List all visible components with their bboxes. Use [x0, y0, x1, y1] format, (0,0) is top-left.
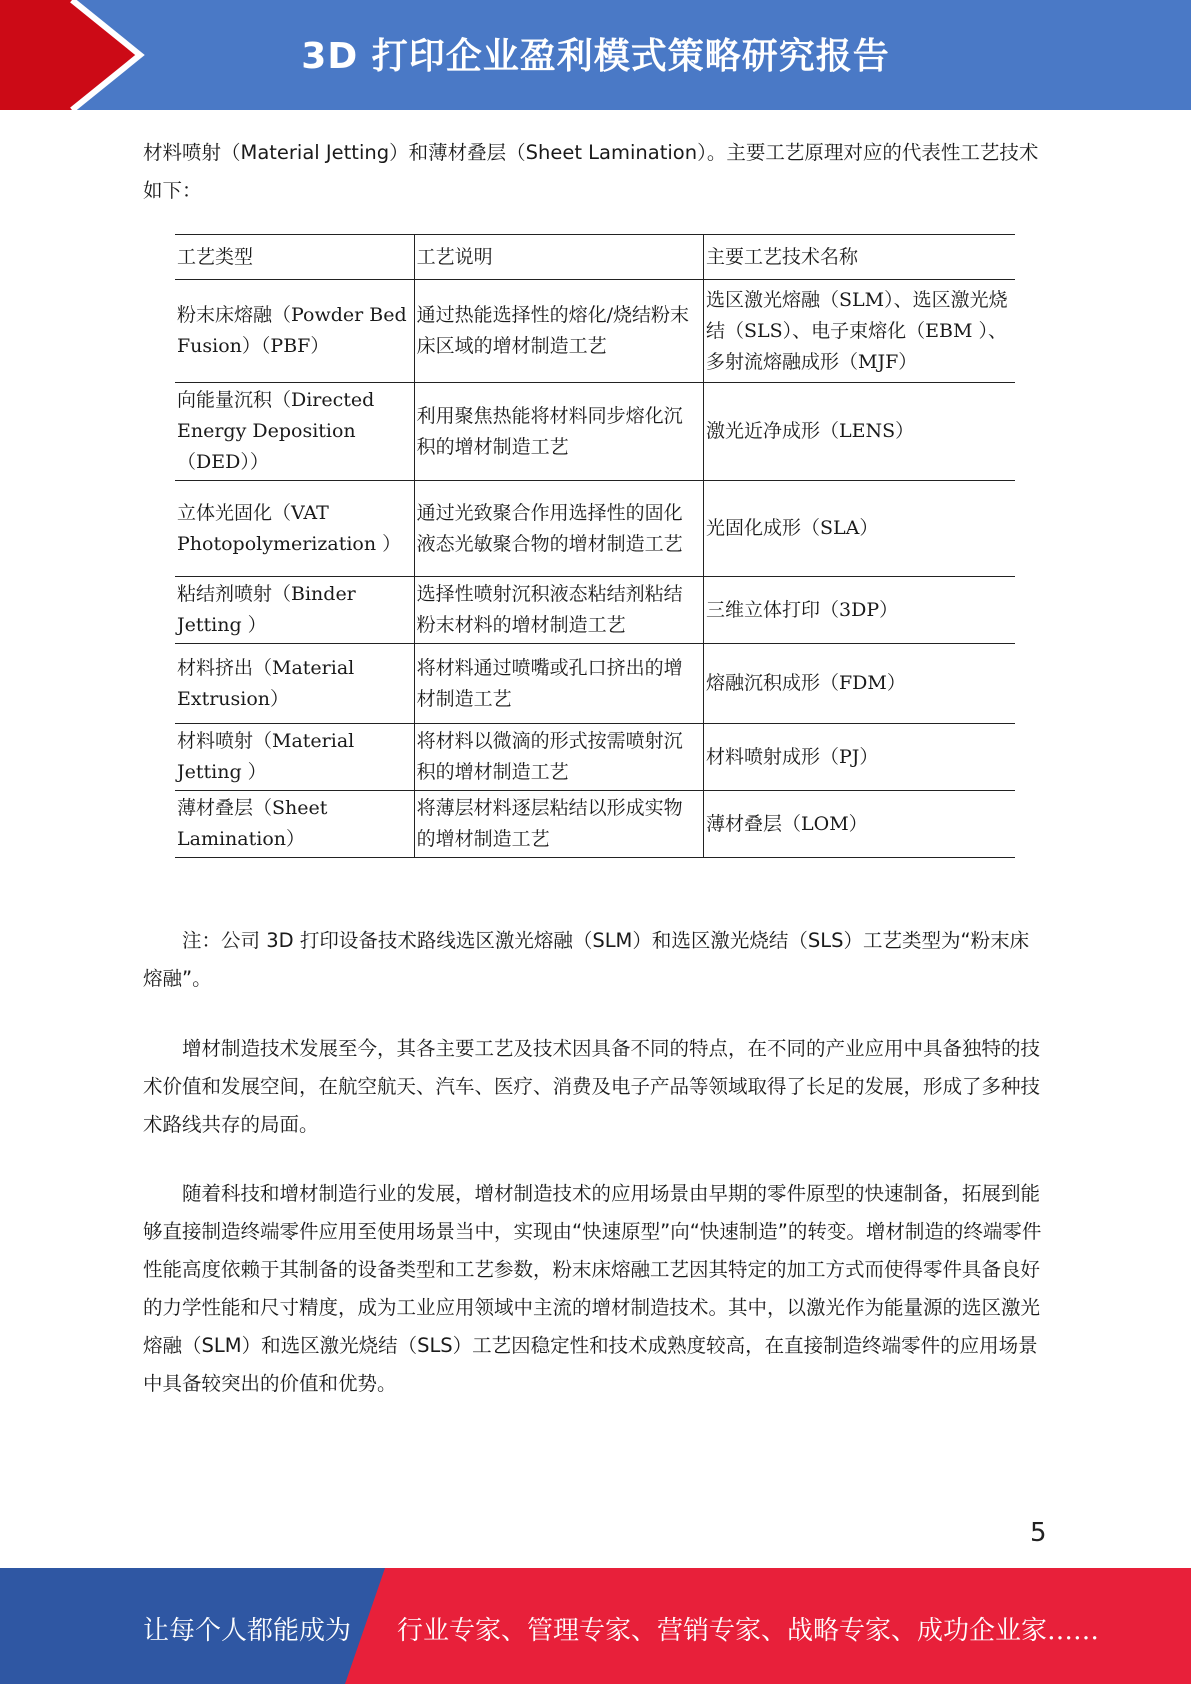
- table-row: [175, 577, 1015, 644]
- cell-technology-name: 三维立体打印（3DP）: [704, 577, 1016, 644]
- cell-process-description: 选择性喷射沉积液态粘结剂粘结粉末材料的增材制造工艺: [414, 577, 703, 644]
- intro-paragraph: 材料喷射（Material Jetting）和薄材叠层（Sheet Lamination）。主要工艺原理对应的代表性工艺技术如下：: [143, 141, 1039, 202]
- header-process-description: 工艺说明: [414, 235, 703, 280]
- header-technology-name: 主要工艺技术名称: [704, 235, 1016, 280]
- table-header-row: [175, 235, 1015, 280]
- cell-process-type: 薄材叠层（Sheet Lamination）: [175, 791, 414, 858]
- cell-process-type: 材料喷射（Material Jetting ）: [175, 724, 414, 791]
- footer-slogan-left: 让每个人都能成为: [143, 1616, 352, 1646]
- table-row: [175, 383, 1015, 481]
- table-note: 注：公司 3D 打印设备技术路线选区激光熔融（SLM）和选区激光烧结（SLS）工艺类型为“粉末床熔融”。: [143, 929, 1030, 990]
- cell-process-type: 粘结剂喷射（Binder Jetting ）: [175, 577, 414, 644]
- cell-process-description: 将薄层材料逐层粘结以形成实物的增材制造工艺: [414, 791, 703, 858]
- page-number: 5: [1030, 1518, 1047, 1548]
- table-row: [175, 280, 1015, 383]
- cell-technology-name: 材料喷射成形（PJ）: [704, 724, 1016, 791]
- technology-name-text: 选区激光熔融（SLM）、选区激光烧结（SLS）、电子束熔化（EBM ）、多射流熔融成形（MJF）: [706, 288, 1008, 373]
- table-row: [175, 644, 1015, 724]
- table-row: [175, 724, 1015, 791]
- process-table: [175, 234, 1015, 858]
- cell-technology-name: 光固化成形（SLA）: [704, 481, 1016, 577]
- cell-process-description: 将材料通过喷嘴或孔口挤出的增材制造工艺: [414, 644, 703, 724]
- body-paragraph-1: 增材制造技术发展至今，其各主要工艺及技术因具备不同的特点，在不同的产业应用中具备独特的技术价值和发展空间，在航空航天、汽车、医疗、消费及电子产品等领域取得了长足的发展，形成了多种技术路线共存的局面。: [143, 1037, 1041, 1136]
- cell-process-type: 立体光固化（VAT Photopolymerization ）: [175, 481, 414, 577]
- cell-technology-name: 熔融沉积成形（FDM）: [704, 644, 1016, 724]
- cell-technology-name: 薄材叠层（LOM）: [704, 791, 1016, 858]
- cell-process-description: 将材料以微滴的形式按需喷射沉积的增材制造工艺: [414, 724, 703, 791]
- cell-process-description: 通过光致聚合作用选择性的固化液态光敏聚合物的增材制造工艺: [414, 481, 703, 577]
- table-row: [175, 791, 1015, 858]
- cell-process-type: 粉末床熔融（Powder Bed Fusion）（PBF）: [175, 280, 414, 383]
- cell-technology-name: 激光近净成形（LENS）: [704, 383, 1016, 481]
- body-paragraph-2: 随着科技和增材制造行业的发展，增材制造技术的应用场景由早期的零件原型的快速制备，拓展到能够直接制造终端零件应用至使用场景当中，实现由“快速原型”向“快速制造”的转变。增材制造的终端零件性能高度依赖于其制备的设备类型和工艺参数，粉末床熔融工艺因其特定的加工方式而使得零件具备良好的力学性能和尺寸精度，成为工业应用领域中主流的增材制造技术。其中，以激光作为能量源的选区激光熔融（SLM）和选区激光烧结（SLS）工艺因稳定性和技术成熟度较高，在直接制造终端零件的应用场景中具备较突出的价值和优势。: [143, 1182, 1042, 1395]
- cell-process-description: 利用聚焦热能将材料同步熔化沉积的增材制造工艺: [414, 383, 703, 481]
- report-title: 3D 打印企业盈利模式策略研究报告: [301, 36, 890, 77]
- page-footer: [0, 1568, 1191, 1684]
- table-row: [175, 481, 1015, 577]
- cell-process-type: 向能量沉积（Directed Energy Deposition （DED））: [175, 383, 414, 481]
- cell-process-description: 通过热能选择性的熔化/烧结粉末床区域的增材制造工艺: [414, 280, 703, 383]
- footer-slogan-right: 行业专家、管理专家、营销专家、战略专家、成功企业家……: [397, 1616, 1100, 1646]
- header-process-type: 工艺类型: [175, 235, 414, 280]
- page-header: [0, 0, 1191, 110]
- cell-process-type: 材料挤出（Material Extrusion）: [175, 644, 414, 724]
- cell-technology-name: [704, 280, 1016, 383]
